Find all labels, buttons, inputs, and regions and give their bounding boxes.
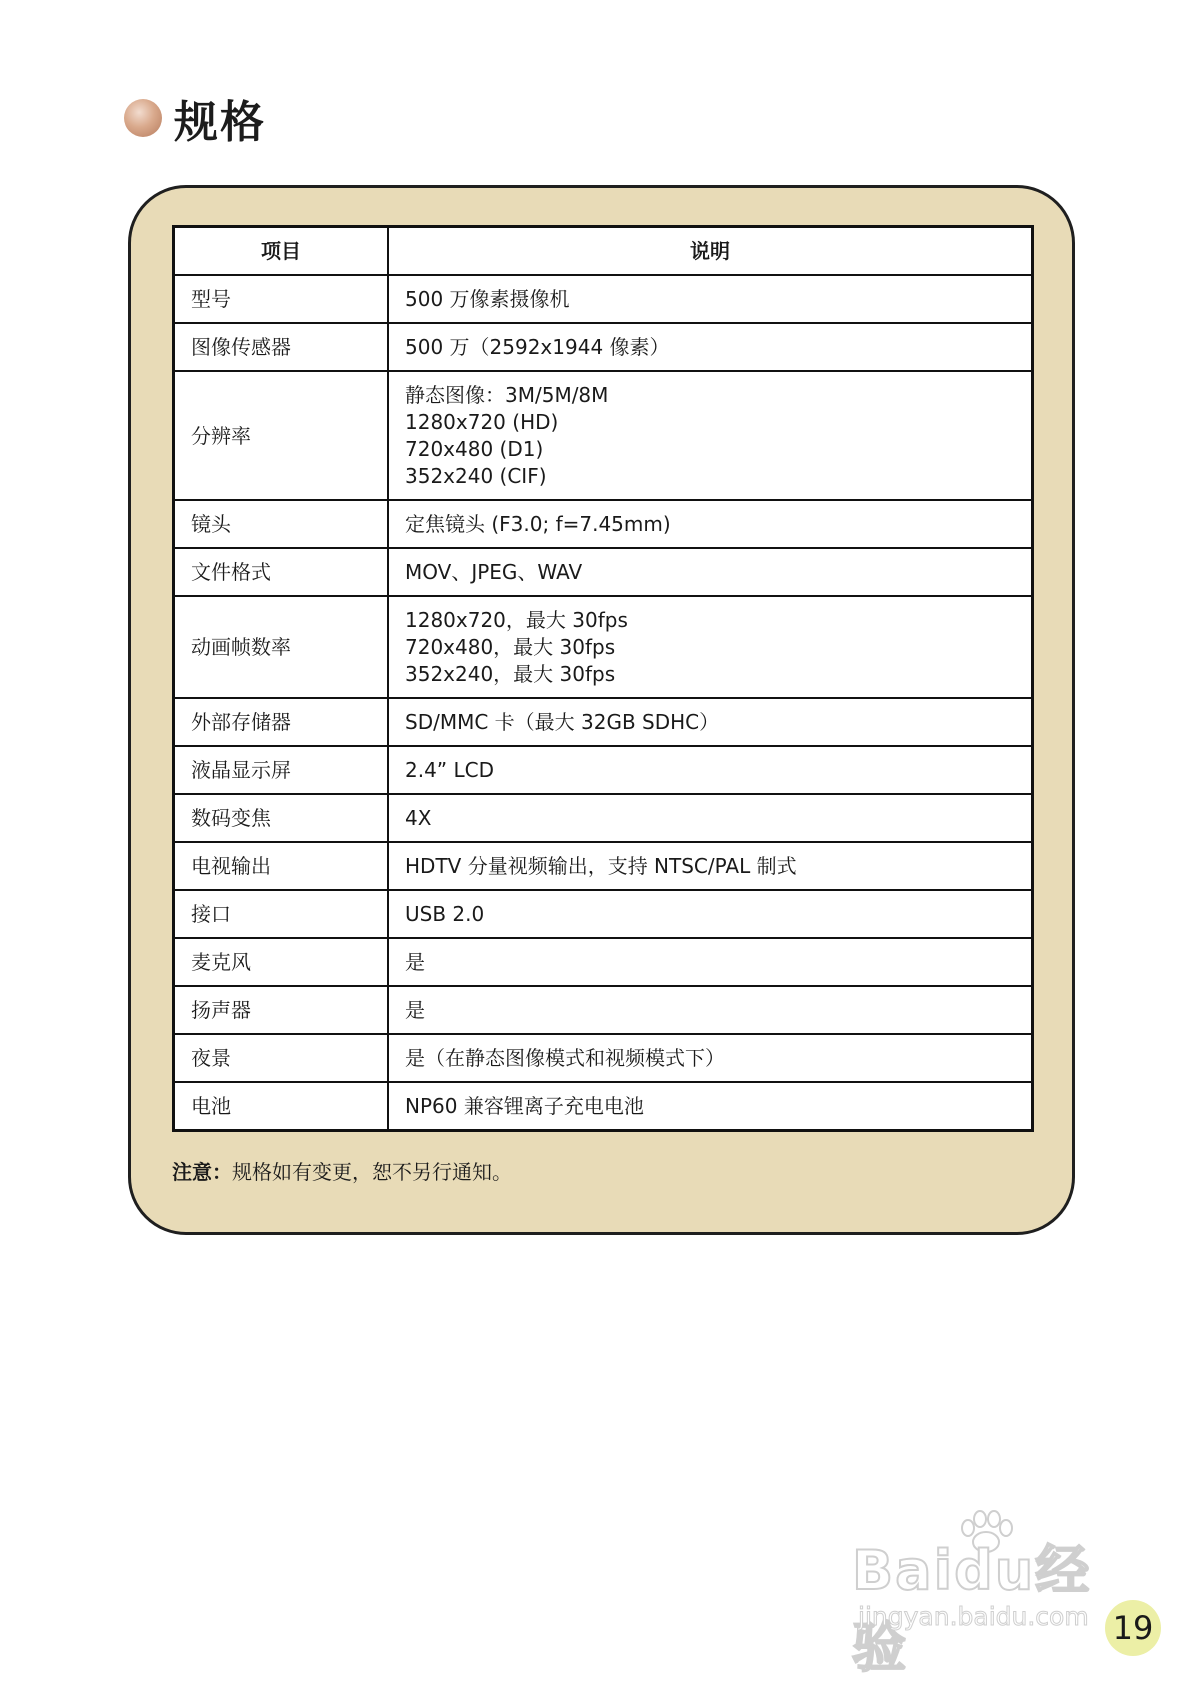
spec-value-line: HDTV 分量视频输出，支持 NTSC/PAL 制式 xyxy=(405,854,797,878)
table-row xyxy=(174,986,1033,1034)
spec-value xyxy=(388,323,1033,371)
spec-key: 图像传感器 xyxy=(174,323,389,371)
baidu-url: jingyan.baidu.com xyxy=(858,1602,1089,1631)
spec-value xyxy=(388,548,1033,596)
page-heading xyxy=(124,86,266,150)
spec-table-body xyxy=(174,275,1033,1131)
table-row xyxy=(174,548,1033,596)
spec-value xyxy=(388,500,1033,548)
spec-key: 麦克风 xyxy=(174,938,389,986)
note-text: 规格如有变更，恕不另行通知。 xyxy=(232,1160,512,1184)
spec-value-line: 500 万（2592x1944 像素） xyxy=(405,335,670,359)
spec-table xyxy=(172,225,1034,1132)
baidu-watermark xyxy=(852,1510,1132,1679)
page-title: 规格 xyxy=(174,97,266,148)
spec-value xyxy=(388,371,1033,500)
spec-key: 扬声器 xyxy=(174,986,389,1034)
spec-key: 接口 xyxy=(174,890,389,938)
spec-value-line: NP60 兼容锂离子充电电池 xyxy=(405,1094,644,1118)
page-number: 19 xyxy=(1112,1609,1154,1647)
spec-key: 型号 xyxy=(174,275,389,323)
spec-value-line: 静态图像：3M/5M/8M xyxy=(405,383,609,407)
spec-value xyxy=(388,986,1033,1034)
table-row xyxy=(174,596,1033,698)
spec-value xyxy=(388,938,1033,986)
spec-value-line: 1280x720 (HD) xyxy=(405,410,559,434)
spec-value-line: 1280x720，最大 30fps xyxy=(405,608,628,632)
header-item: 项目 xyxy=(174,227,389,276)
spec-value xyxy=(388,746,1033,794)
table-row xyxy=(174,371,1033,500)
spec-key: 动画帧数率 xyxy=(174,596,389,698)
spec-key: 夜景 xyxy=(174,1034,389,1082)
baidu-logo: Baidu经验 xyxy=(852,1539,1092,1679)
spec-value-line: 720x480，最大 30fps xyxy=(405,635,616,659)
table-row xyxy=(174,1082,1033,1131)
spec-value-line: USB 2.0 xyxy=(405,902,485,926)
table-row xyxy=(174,323,1033,371)
table-row xyxy=(174,275,1033,323)
spec-value-line: 定焦镜头 (F3.0; f=7.45mm) xyxy=(405,512,671,536)
spec-value-line: SD/MMC 卡（最大 32GB SDHC） xyxy=(405,710,720,734)
spec-value xyxy=(388,842,1033,890)
spec-value-line: 720x480 (D1) xyxy=(405,437,544,461)
page-number-badge xyxy=(1105,1600,1161,1656)
spec-value-line: MOV、JPEG、WAV xyxy=(405,560,583,584)
table-row xyxy=(174,1034,1033,1082)
spec-value xyxy=(388,698,1033,746)
spec-value-line: 352x240 (CIF) xyxy=(405,464,547,488)
spec-value-line: 4X xyxy=(405,806,432,830)
note-label: 注意： xyxy=(172,1160,232,1184)
spec-key: 电池 xyxy=(174,1082,389,1131)
spec-value-line: 是 xyxy=(405,950,425,974)
spec-value-line: 是（在静态图像模式和视频模式下） xyxy=(405,1046,725,1070)
table-row xyxy=(174,746,1033,794)
footnote xyxy=(172,1156,512,1185)
spec-key: 镜头 xyxy=(174,500,389,548)
spec-key: 数码变焦 xyxy=(174,794,389,842)
spec-value xyxy=(388,596,1033,698)
bullet-dot-icon xyxy=(124,99,162,137)
spec-key: 液晶显示屏 xyxy=(174,746,389,794)
spec-value-line: 500 万像素摄像机 xyxy=(405,287,570,311)
spec-value xyxy=(388,890,1033,938)
table-row xyxy=(174,842,1033,890)
table-header-row xyxy=(174,227,1033,276)
table-row xyxy=(174,500,1033,548)
spec-value-line: 352x240，最大 30fps xyxy=(405,662,616,686)
table-row xyxy=(174,794,1033,842)
spec-key: 分辨率 xyxy=(174,371,389,500)
header-description: 说明 xyxy=(388,227,1033,276)
spec-value xyxy=(388,1034,1033,1082)
spec-value-line: 2.4” LCD xyxy=(405,758,495,782)
table-row xyxy=(174,938,1033,986)
spec-key: 文件格式 xyxy=(174,548,389,596)
table-row xyxy=(174,698,1033,746)
spec-value-line: 是 xyxy=(405,998,425,1022)
spec-key: 外部存储器 xyxy=(174,698,389,746)
spec-value xyxy=(388,794,1033,842)
spec-value xyxy=(388,275,1033,323)
spec-key: 电视输出 xyxy=(174,842,389,890)
table-row xyxy=(174,890,1033,938)
spec-value xyxy=(388,1082,1033,1131)
